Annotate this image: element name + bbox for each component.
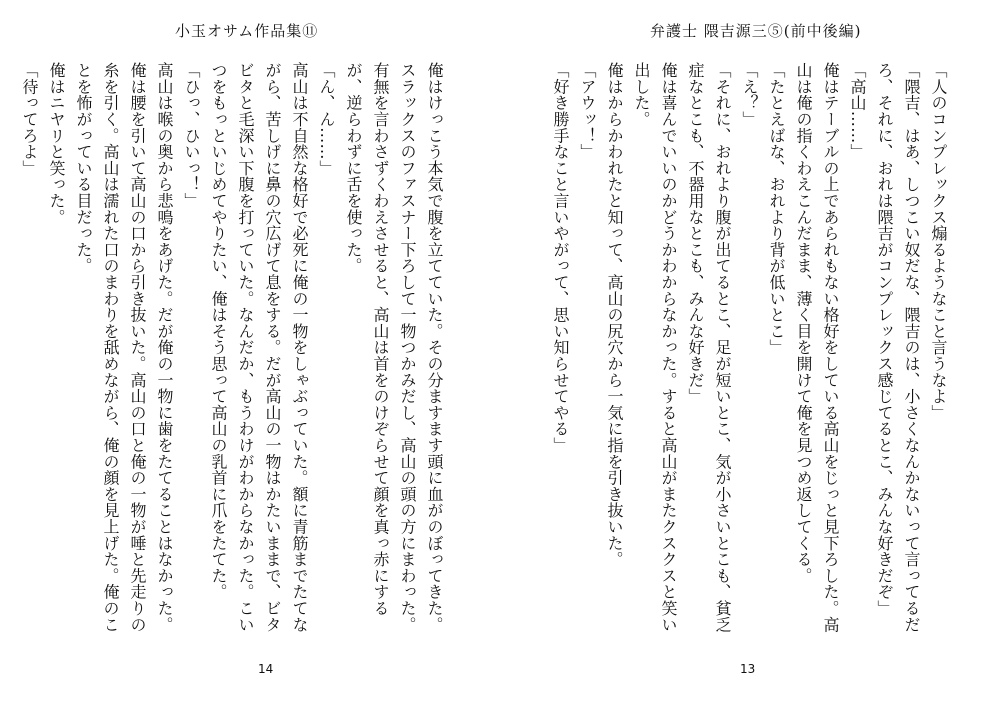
body-line: 俺は喜んでいいのかどうかわからなかった。すると高山がまたクスクスと笑い出した。 bbox=[632, 62, 678, 633]
body-line: 「人のコンプレックス煽るようなこと言うなよ」 bbox=[929, 62, 948, 421]
body-line: 俺はけっこう本気で腹を立てていた。その分ますます頭に血がのぼってきた。スラックスのファスナー下ろして一物つかみだし、高山の頭の方にまわった。有無を言わさずくわえさせると、高山は首をのけぞらせて顔を真っ赤にするが、逆らわずに舌を使った。 bbox=[344, 62, 444, 633]
left-running-head: 小玉オサム作品集⑪ bbox=[175, 22, 319, 40]
body-line: 「アウッ！」 bbox=[578, 62, 597, 160]
body-line: 俺はニヤリと笑った。 bbox=[47, 62, 66, 225]
right-page bbox=[500, 0, 1000, 709]
body-line: 「ん、ん……」 bbox=[317, 62, 336, 177]
body-line: 俺はからかわれたと知って、高山の尻穴から一気に指を引き抜いた。 bbox=[605, 62, 624, 568]
body-line: 「待ってろよ」 bbox=[20, 62, 39, 177]
body-line: 「好き勝手なこと言いやがって、思い知らせてやる」 bbox=[551, 62, 570, 454]
right-body-text bbox=[551, 62, 952, 642]
right-running-head: 弁護士 隈吉源三⑤(前中後編) bbox=[650, 22, 862, 40]
body-line: 「隈吉、はあ、しつこい奴だな、隈吉のは、小さくなんかないって言ってるだろ、それに、おれは隈吉がコンプレックス感じてるとこ、みんな好きだぞ」 bbox=[875, 62, 921, 633]
right-page-number: 13 bbox=[740, 662, 756, 676]
body-line: 「高山……」 bbox=[848, 62, 867, 160]
body-line: 俺はテーブルの上であられもない格好をしている高山をじっと見下ろした。高山は俺の指くわえこんだまま、薄く目を開けて俺を見つめ返してくる。 bbox=[794, 62, 840, 633]
body-line: 高山は喉の奥から悲鳴をあげた。だが俺の一物に歯をたてることはなかった。俺は腰を引いて高山の口から引き抜いた。高山の口と俺の一物が唾と先走りの糸を引く。高山は濡れた口のまわりを舐めながら、俺の顔を見上げた。俺のことを怖がっている目だった。 bbox=[74, 62, 174, 633]
body-line: 「ひっ、ひいっ！」 bbox=[182, 62, 201, 209]
body-line: 「それに、おれより腹が出てるとこ、足が短いとこ、気が小さいとこも、貧乏症なとこも、不器用なとこも、みんな好きだ」 bbox=[686, 62, 732, 633]
left-page-number: 14 bbox=[258, 662, 274, 676]
body-line: 「え？」 bbox=[740, 62, 759, 128]
left-body-text bbox=[20, 62, 448, 642]
body-line: 高山は不自然な格好で必死に俺の一物をしゃぶっていた。額に青筋までたてながら、苦しげに鼻の穴広げて息をする。だが高山の一物はかたいままで、ビタビタと毛深い下腹を打っていた。なんだか、もうわけがわからなかった。こいつをもっといじめてやりたい、俺はそう思って高山の乳首に爪をたてた。 bbox=[209, 62, 309, 633]
body-line: 「たとえばな、おれより背が低いとこ」 bbox=[767, 62, 786, 356]
